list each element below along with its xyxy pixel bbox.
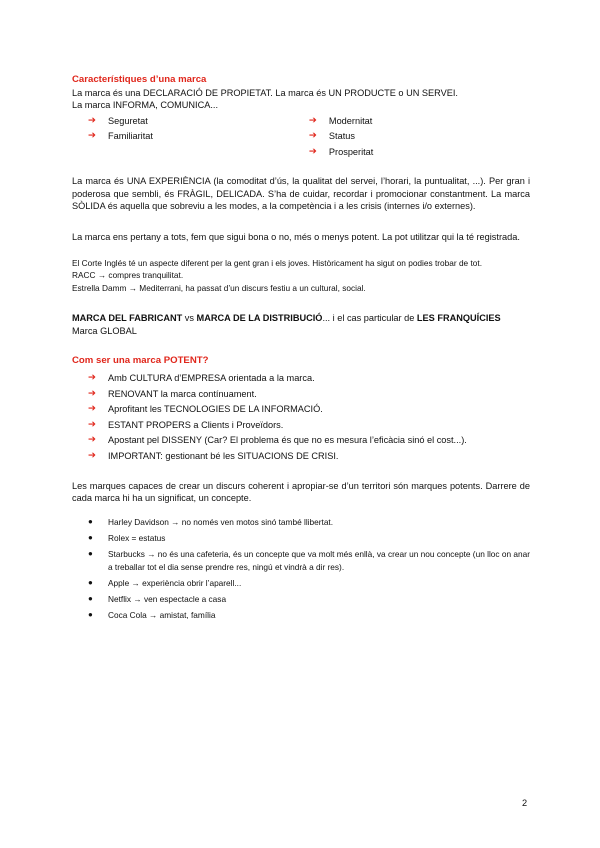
- arrow-icon: ➔: [308, 130, 317, 142]
- paragraph-territory: Les marques capaces de crear un discurs coherent i apropiar-se d’un territori són marques potents. Darrere de cada marca hi ha un significat, un concepte.: [72, 480, 530, 504]
- list-item: ● Apple → experiència obrir l’aparell...: [88, 577, 242, 588]
- bullet-icon: ●: [88, 533, 93, 543]
- brand-types-line: MARCA DEL FABRICANT vs MARCA DE LA DISTRIBUCIÓ... i el cas particular de LES FRANQUÍCIES: [72, 313, 501, 324]
- arrow-icon: ➔: [308, 145, 317, 157]
- list-item: ➔ RENOVANT la marca contínuament.: [88, 387, 257, 399]
- paragraph-experience: La marca és UNA EXPERIÈNCIA (la comoditat d’ús, la qualitat del servei, l’horari, la puntualitat, ...). Per gran i poderosa que sembli, és FRÀGIL, DELICADA. S’ha de cuidar, recordar i promocionar constantment. La marca SÒLIDA és aquella que sobreviu a les modes, a la competència i a les crisis (internes i/o externes).: [72, 176, 530, 212]
- list-item: ➔ Status: [308, 130, 355, 142]
- list-item: ● Rolex = estatus: [88, 533, 166, 544]
- list-item: ➔ Seguretat: [88, 114, 148, 126]
- list-item: ➔ Apostant pel DISSENY (Car? El problema és que no es mesura l’eficàcia sinó el cost...).: [88, 434, 467, 446]
- attribute-columns: [72, 115, 530, 162]
- list-item: ● Netflix → ven espectacle a casa: [88, 593, 227, 604]
- attribute-list-right: [295, 115, 530, 162]
- text-line: La marca INFORMA, COMUNICA...: [72, 100, 218, 111]
- list-item: ● Starbucks → no és una cafeteria, és un concepte que va molt més enllà, va crear un nou concepte (un lloc on anar a treballar tot el dia sense prendre res, ningú et vindrà a dir res).: [88, 549, 531, 573]
- document-page: [72, 74, 530, 624]
- section-heading-potent: Com ser una marca POTENT?: [72, 355, 209, 367]
- arrow-icon: ➔: [88, 403, 96, 415]
- bullet-icon: ●: [88, 577, 93, 587]
- list-item: ➔ Aprofitant les TECNOLOGIES DE LA INFORMACIÓ.: [88, 403, 323, 415]
- bullet-icon: ●: [88, 609, 93, 619]
- list-item: ● Harley Davidson → no només ven motos sinó també llibertat.: [88, 517, 334, 528]
- arrow-icon: ➔: [88, 387, 96, 399]
- list-item: ➔ Prosperitat: [308, 145, 374, 157]
- arrow-icon: ➔: [88, 130, 96, 142]
- arrow-icon: ➔: [88, 418, 96, 430]
- paragraph-belongs: La marca ens pertany a tots, fem que sigui bona o no, més o menys potent. La pot utilitzar qui la té registrada.: [72, 231, 520, 242]
- list-item: ● Coca Cola → amistat, família: [88, 609, 216, 620]
- page-number: 2: [522, 798, 528, 808]
- list-item: ➔ ESTANT PROPERS a Clients i Proveïdors.: [88, 418, 284, 430]
- arrow-icon: ➔: [88, 434, 96, 446]
- examples-block: [72, 257, 530, 294]
- bullet-icon: ●: [88, 593, 93, 603]
- example-line: Estrella Damm → Mediterrani, ha passat d’un discurs festiu a un cultural, social.: [72, 282, 366, 293]
- text-line: La marca és una DECLARACIÓ DE PROPIETAT. La marca és UN PRODUCTE o UN SERVEI.: [72, 87, 458, 98]
- list-item: ➔ Modernitat: [308, 114, 373, 126]
- arrow-icon: ➔: [88, 450, 96, 462]
- arrow-icon: ➔: [88, 372, 96, 384]
- list-item: ➔ IMPORTANT: gestionant bé les SITUACIONS DE CRISI.: [88, 450, 339, 462]
- example-line: El Corte Inglés té un aspecte diferent per la gent gran i els joves. Històricament ha sigut on podies trobar de tot.: [72, 257, 483, 268]
- arrow-icon: ➔: [88, 114, 96, 126]
- potent-list: [72, 372, 530, 466]
- brand-examples-list: [72, 516, 530, 621]
- list-item: ➔ Familiaritat: [88, 130, 153, 142]
- text-line: Marca GLOBAL: [72, 325, 137, 336]
- attribute-list-left: [72, 115, 295, 162]
- arrow-icon: ➔: [308, 114, 317, 126]
- list-item: ➔ Amb CULTURA d’EMPRESA orientada a la marca.: [88, 372, 315, 384]
- bullet-icon: ●: [88, 517, 93, 527]
- section-heading-characteristics: Característiques d’una marca: [72, 74, 207, 85]
- bullet-icon: ●: [88, 549, 93, 559]
- example-line: RACC → compres tranquilitat.: [72, 270, 184, 281]
